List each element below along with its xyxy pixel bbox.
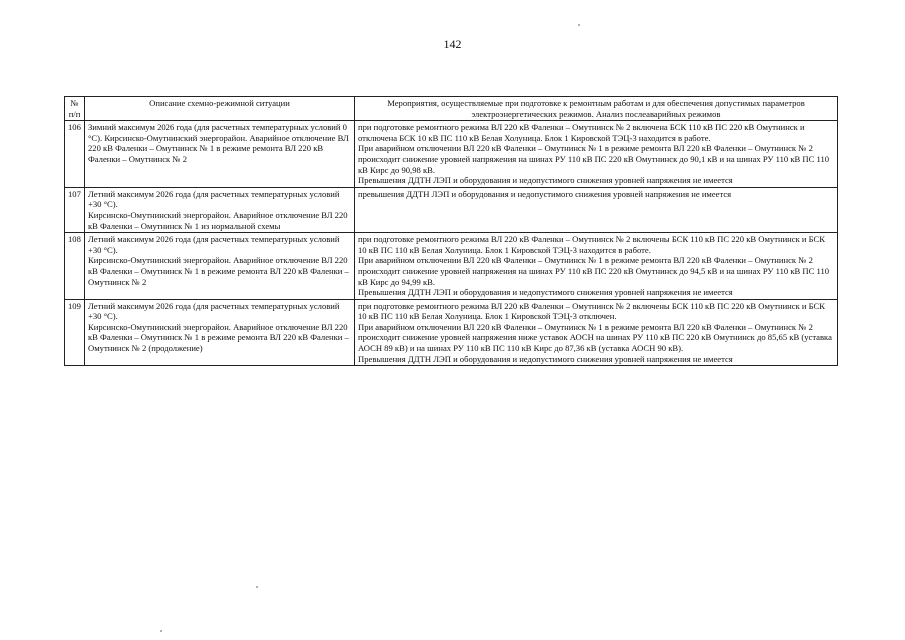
table-row bbox=[65, 299, 838, 366]
row-number: 109 bbox=[65, 299, 85, 366]
measures-paragraph: Превышения ДДТН ЛЭП и оборудования и недопустимого снижения уровней напряжения не имеется bbox=[358, 175, 733, 186]
table-row bbox=[65, 233, 838, 300]
scan-speck bbox=[256, 586, 258, 588]
situations-table bbox=[64, 96, 838, 366]
situation-description bbox=[85, 187, 355, 232]
row-number: 108 bbox=[65, 233, 85, 300]
measures-cell bbox=[355, 299, 838, 366]
measures-paragraph: Превышения ДДТН ЛЭП и оборудования и недопустимого снижения уровней напряжения не имеется bbox=[358, 353, 733, 364]
description-paragraph: Зимний максимум 2026 года (для расчетных температурных условий 0 °С). Кирсинско-Омутнинский энергорайон. Аварийное отключение ВЛ 220 кВ Фаленки – Омутнинск № 1 в режиме ремонта ВЛ 220 кВ Фаленки – Омутнинск № 2 bbox=[88, 122, 349, 164]
description-paragraph: Кирсинско-Омутнинский энергорайон. Аварийное отключение ВЛ 220 кВ Фаленки – Омутнинск № 1 из нормальной схемы bbox=[88, 209, 348, 231]
description-paragraph: Кирсинско-Омутнинский энергорайон. Аварийное отключение ВЛ 220 кВ Фаленки – Омутнинск № 1 в режиме ремонта ВЛ 220 кВ Фаленки – Омутнинск № 2 bbox=[88, 255, 349, 287]
situation-description bbox=[85, 233, 355, 300]
measures-cell bbox=[355, 187, 838, 232]
header-num: № п/п bbox=[65, 97, 85, 121]
table-row bbox=[65, 187, 838, 232]
header-description: Описание схемно-режимной ситуации bbox=[85, 97, 355, 121]
description-paragraph: Летний максимум 2026 года (для расчетных температурных условий +30 °С). bbox=[88, 188, 340, 210]
situation-description bbox=[85, 121, 355, 188]
table-row bbox=[65, 121, 838, 188]
measures-paragraph: при подготовке ремонтного режима ВЛ 220 кВ Фаленки – Омутнинск № 2 включена БСК 110 кВ ПС 220 кВ Омутнинск и отключена БСК 10 кВ ПС 110 кВ Белая Холуница. Блок 1 Кировской ТЭЦ-3 находится в работе. bbox=[358, 122, 805, 143]
measures-paragraph: При аварийном отключении ВЛ 220 кВ Фаленки – Омутнинск № 1 в режиме ремонта ВЛ 220 кВ Фаленки – Омутнинск № 2 происходит снижение уровней напряжения ниже уставок АОСН на шинах РУ 110 кВ ПС 220 кВ Омутнинск до 85,65 кВ (уставка АОСН 89 кВ) и на шинах РУ 110 кВ ПС 110 кВ Кирс до 87,36 кВ (уставка АОСН 90 кВ). bbox=[358, 321, 832, 354]
description-paragraph: Летний максимум 2026 года (для расчетных температурных условий +30 °С). bbox=[88, 300, 340, 322]
measures-paragraph: при подготовке ремонтного режима ВЛ 220 кВ Фаленки – Омутнинск № 2 включены БСК 110 кВ ПС 220 кВ Омутнинск и БСК 10 кВ ПС 110 кВ Белая Холуница. Блок 1 Кировской ТЭЦ-3 отключен. bbox=[358, 300, 826, 322]
measures-paragraph: При аварийном отключении ВЛ 220 кВ Фаленки – Омутнинск № 1 в режиме ремонта ВЛ 220 кВ Фаленки – Омутнинск № 2 происходит снижение уровней напряжения на шинах РУ 110 кВ ПС 220 кВ Омутнинск до 90,1 кВ и на шинах РУ 110 кВ ПС 110 кВ Кирс до 90,98 кВ. bbox=[358, 143, 830, 175]
measures-paragraph: При аварийном отключении ВЛ 220 кВ Фаленки – Омутнинск № 1 в режиме ремонта ВЛ 220 кВ Фаленки – Омутнинск № 2 происходит снижение уровней напряжения на шинах РУ 110 кВ ПС 220 кВ Омутнинск до 94,5 кВ и на шинах РУ 110 кВ ПС 110 кВ Кирс до 94,99 кВ. bbox=[358, 255, 830, 287]
page-number: 142 bbox=[443, 37, 462, 51]
description-paragraph: Летний максимум 2026 года (для расчетных температурных условий +30 °С). bbox=[88, 234, 340, 255]
measures-paragraph: Превышения ДДТН ЛЭП и оборудования и недопустимого снижения уровней напряжения не имеется bbox=[358, 287, 733, 298]
table-header-row bbox=[65, 97, 838, 121]
header-measures: Мероприятия, осуществляемые при подготовке к ремонтным работам и для обеспечения допустимых параметров электроэнергетических режимов. Анализ послеаварийных режимов bbox=[355, 97, 838, 121]
measures-cell bbox=[355, 121, 838, 188]
situation-description bbox=[85, 299, 355, 366]
measures-paragraph: при подготовке ремонтного режима ВЛ 220 кВ Фаленки – Омутнинск № 2 включены БСК 110 кВ ПС 220 кВ Омутнинск и БСК 10 кВ ПС 110 кВ Белая Холуница. Блок 1 Кировской ТЭЦ-3 находится в работе. bbox=[358, 234, 826, 255]
row-number: 106 bbox=[65, 121, 85, 188]
row-number: 107 bbox=[65, 187, 85, 232]
description-paragraph: Кирсинско-Омутнинский энергорайон. Аварийное отключение ВЛ 220 кВ Фаленки – Омутнинск № 1 в режиме ремонта ВЛ 220 кВ Фаленки – Омутнинск № 2 (продолжение) bbox=[88, 321, 349, 354]
measures-paragraph: превышения ДДТН ЛЭП и оборудования и недопустимого снижения уровней напряжения не имеется bbox=[358, 188, 732, 199]
measures-cell bbox=[355, 233, 838, 300]
scan-speck bbox=[578, 24, 580, 26]
table-body bbox=[65, 121, 838, 366]
scan-speck bbox=[160, 630, 162, 632]
